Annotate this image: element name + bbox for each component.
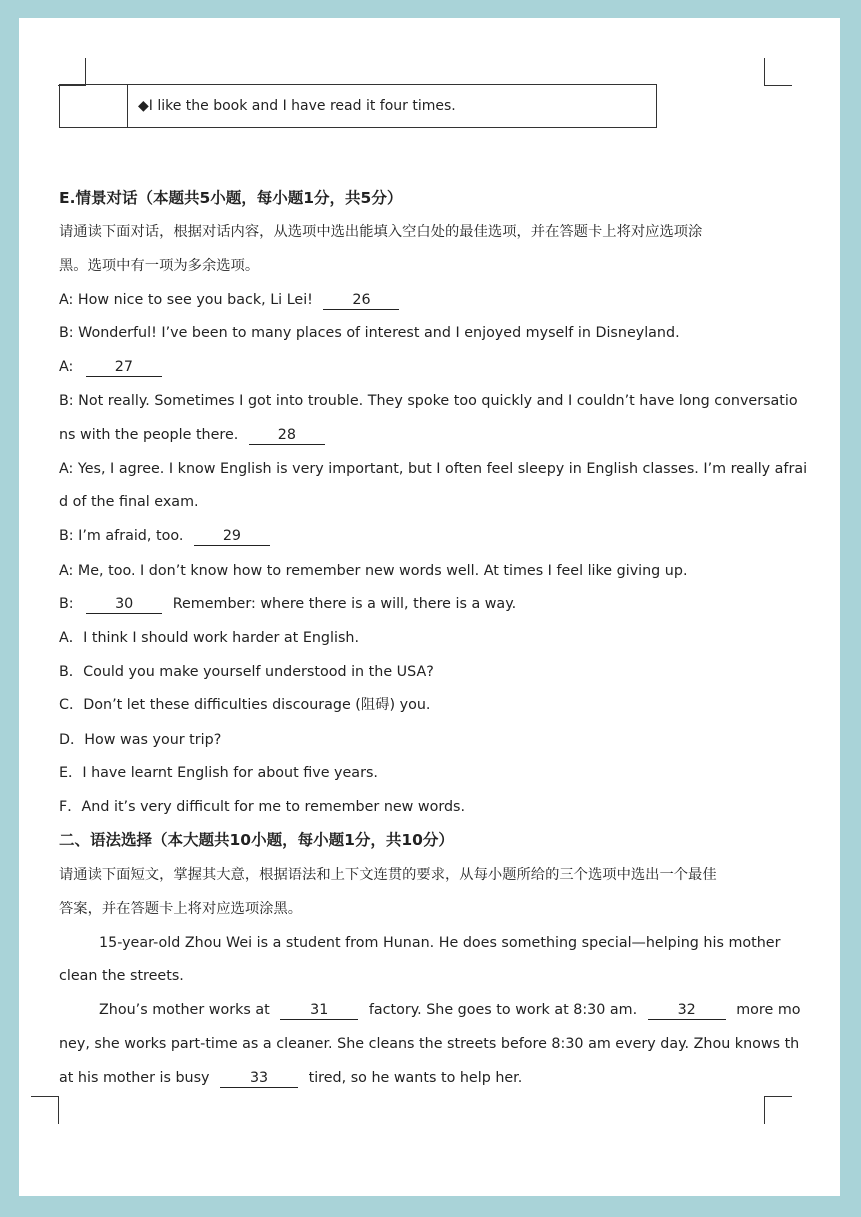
answer-table-fragment xyxy=(59,84,657,128)
dialogue-line-7: d of the final exam. xyxy=(59,494,199,510)
table-column-divider xyxy=(127,85,128,127)
dialogue-text: Remember: where there is a will, there is a way. xyxy=(172,596,517,612)
option-c: C．Don’t let these difficulties discourage (阻碍) you. xyxy=(59,697,431,713)
crop-mark-top-left xyxy=(58,58,86,86)
dialogue-text: A: How nice to see you back, Li Lei! xyxy=(59,292,313,308)
answer-blank-29: 29 xyxy=(194,528,270,546)
option-d: D．How was your trip? xyxy=(59,732,222,748)
crop-mark-bottom-right xyxy=(764,1096,792,1124)
answer-blank-30: 30 xyxy=(86,596,162,614)
passage-text: more mo xyxy=(736,1002,801,1018)
option-f: F．And it’s very difficult for me to remember new words. xyxy=(59,799,466,815)
answer-blank-26: 26 xyxy=(323,292,399,310)
answer-blank-28: 28 xyxy=(249,427,325,445)
dialogue-text: ns with the people there. xyxy=(59,427,239,443)
dialogue-line-10 xyxy=(59,594,516,614)
dialogue-text: A: xyxy=(59,359,74,375)
answer-blank-33: 33 xyxy=(220,1070,298,1088)
dialogue-line-2: B: Wonderful! I’ve been to many places of interest and I enjoyed myself in Disneyland. xyxy=(59,325,680,341)
dialogue-line-3 xyxy=(59,357,162,377)
dialogue-line-5 xyxy=(59,425,325,445)
passage-text: Zhou’s mother works at xyxy=(99,1002,270,1018)
section-2-instruction-line-2: 答案，并在答题卡上将对应选项涂黑。 xyxy=(59,901,303,917)
passage-text: at his mother is busy xyxy=(59,1070,210,1086)
dialogue-text: B: I’m afraid, too. xyxy=(59,528,184,544)
passage-paragraph-1-line-1: 15-year-old Zhou Wei is a student from Hunan. He does something special—helping his mother xyxy=(99,935,781,951)
dialogue-line-6: A: Yes, I agree. I know English is very important, but I often feel sleepy in English classes. I’m really afrai xyxy=(59,461,808,477)
passage-paragraph-1-line-2: clean the streets. xyxy=(59,968,184,984)
crop-mark-bottom-left xyxy=(31,1096,59,1124)
passage-text: tired, so he wants to help her. xyxy=(308,1070,523,1086)
table-cell-text: ◆I like the book and I have read it four times. xyxy=(138,98,456,114)
section-2-heading: 二、语法选择（本大题共10小题，每小题1分，共10分） xyxy=(59,831,454,849)
passage-text: factory. She goes to work at 8:30 am. xyxy=(368,1002,638,1018)
option-b: B．Could you make yourself understood in the USA? xyxy=(59,664,434,680)
dialogue-text: B: xyxy=(59,596,74,612)
dialogue-line-1 xyxy=(59,290,399,310)
option-e: E．I have learnt English for about five years. xyxy=(59,765,378,781)
dialogue-line-4: B: Not really. Sometimes I got into trouble. They spoke too quickly and I couldn’t have long conversatio xyxy=(59,393,798,409)
section-e-instruction-line-2: 黑。选项中有一项为多余选项。 xyxy=(59,258,260,274)
passage-paragraph-2-line-2: ney, she works part-time as a cleaner. She cleans the streets before 8:30 am every day. Zhou knows th xyxy=(59,1036,800,1052)
option-a: A．I think I should work harder at English. xyxy=(59,630,359,646)
section-2-instruction-line-1: 请通读下面短文，掌握其大意，根据语法和上下文连贯的要求，从每小题所给的三个选项中选出一个最佳 xyxy=(59,867,717,883)
answer-blank-32: 32 xyxy=(648,1002,726,1020)
dialogue-line-8 xyxy=(59,526,270,546)
section-e-heading: E.情景对话（本题共5小题，每小题1分，共5分） xyxy=(59,189,403,207)
passage-paragraph-2-line-3 xyxy=(59,1068,522,1088)
dialogue-line-9: A: Me, too. I don’t know how to remember new words well. At times I feel like giving up. xyxy=(59,563,688,579)
crop-mark-top-right xyxy=(764,58,792,86)
section-e-instruction-line-1: 请通读下面对话，根据对话内容，从选项中选出能填入空白处的最佳选项，并在答题卡上将对应选项涂 xyxy=(59,224,703,240)
passage-paragraph-2-line-1 xyxy=(59,1000,801,1020)
answer-blank-31: 31 xyxy=(280,1002,358,1020)
answer-blank-27: 27 xyxy=(86,359,162,377)
